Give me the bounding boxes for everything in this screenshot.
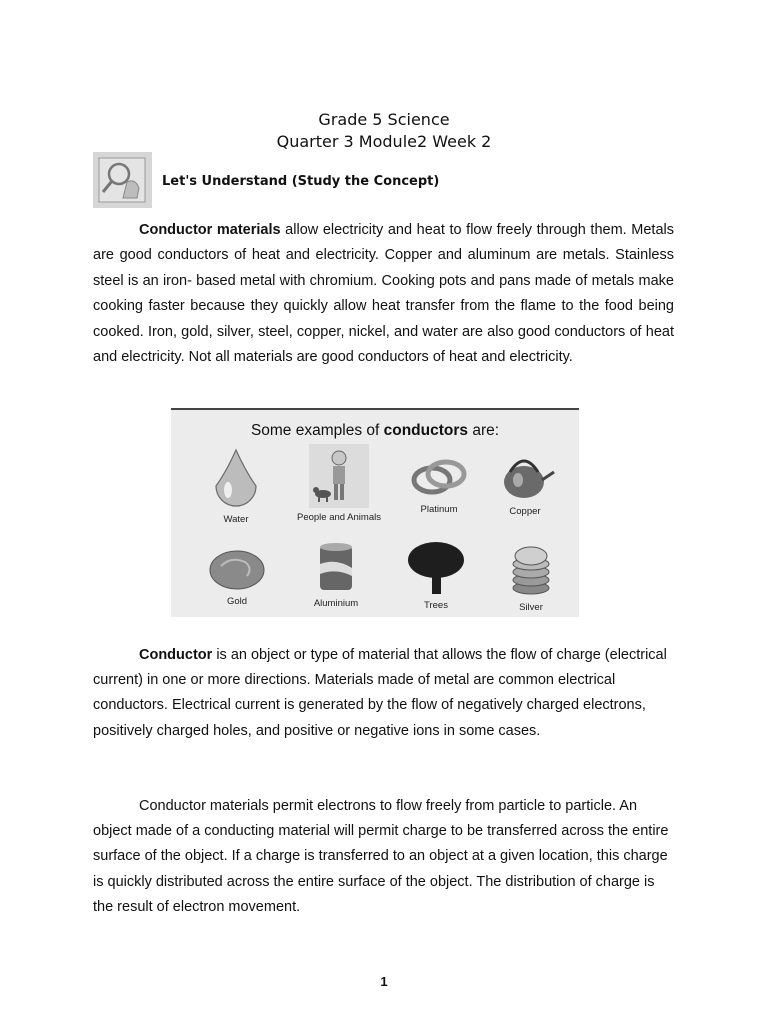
- copper-kettle-icon: [494, 450, 556, 502]
- example-gold: [187, 546, 287, 607]
- example-copper: [475, 450, 575, 517]
- label-platinum: Platinum: [420, 504, 458, 515]
- paragraph-text: allow electricity and heat to flow freely through them. Metals are good conductors of heat and electricity. Copper and aluminum are metals. Stainless steel is an iron- based metal with chromium. Cooking pots and pans made of metals make cooking faster because they quickly allow heat transfer from the flame to the food being cooked. Iron, gold, silver, steel, copper, nickel, and water are also good conductors of heat and electricity. Not all materials are good conductors of heat and electricity.: [93, 222, 675, 366]
- label-copper: Copper: [509, 506, 541, 517]
- platinum-rings-icon: [406, 452, 472, 500]
- example-aluminium: [286, 542, 386, 609]
- study-concept-icon: [93, 152, 152, 208]
- example-silver: [481, 544, 581, 613]
- aluminium-can-icon: [316, 542, 356, 594]
- label-water: Water: [223, 514, 249, 525]
- label-silver: Silver: [519, 602, 543, 613]
- label-gold: Gold: [226, 596, 248, 607]
- silver-coins-icon: [509, 544, 553, 598]
- label-people-animals: People and Animals: [297, 512, 381, 523]
- tree-icon: [404, 540, 468, 596]
- document-title: Grade 5 Science: [318, 110, 450, 129]
- person-dog-icon: [309, 444, 369, 508]
- conductors-examples-figure: [171, 408, 579, 617]
- bold-term: Conductor materials: [139, 222, 281, 238]
- example-platinum: [389, 452, 489, 515]
- page-number: 1: [380, 974, 388, 989]
- example-people-animals: [288, 444, 390, 523]
- paragraph-conductor-definition: [93, 643, 674, 744]
- water-drop-icon: [206, 448, 266, 510]
- document-subtitle: Quarter 3 Module2 Week 2: [276, 132, 492, 151]
- label-trees: Trees: [424, 600, 448, 611]
- label-aluminium: Aluminium: [313, 598, 359, 609]
- example-water: [186, 448, 286, 525]
- paragraph-electron-flow: Conductor materials permit electrons to flow freely from particle to particle. An object made of a conducting material will permit charge to be transferred across the entire surface of the object. If a charge is transferred to an object at a given location, this charge is quickly distributed across the entire surface of the object. The distribution of charge is the result of electron movement.: [93, 798, 669, 915]
- gold-nugget-icon: [207, 546, 267, 592]
- figure-caption: Some examples of conductors are:: [250, 422, 500, 439]
- paragraph-conductor-materials: [93, 218, 674, 370]
- example-trees: [386, 540, 486, 611]
- paragraph-text: is an object or type of material that allows the flow of charge (electrical current) in one or more directions. Materials made of metal are common electrical conductors. Electrical current is generated by the flow of negatively charged electrons, positively charged holes, and positive or negative ions in some cases.: [93, 647, 667, 739]
- bold-term: Conductor: [139, 647, 213, 663]
- section-heading: Let's Understand (Study the Concept): [162, 174, 440, 189]
